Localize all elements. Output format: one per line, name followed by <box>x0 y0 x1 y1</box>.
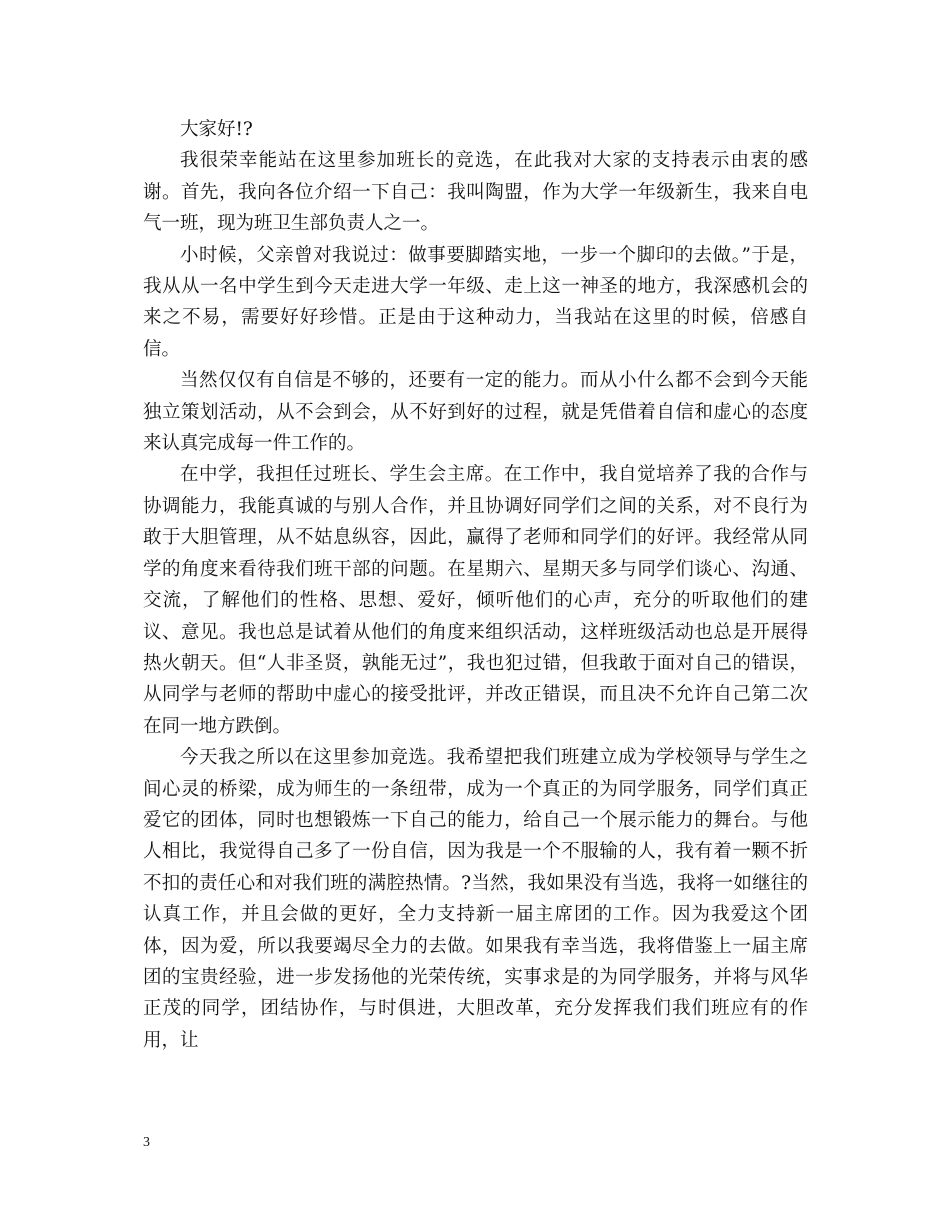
paragraph-confidence-ability: 当然仅仅有自信是不够的，还要有一定的能力。而从小什么都不会到今天能独立策划活动，从不会到会，从不好到好的过程，就是凭借着自信和虚心的态度来认真完成每一件工作的。 <box>143 370 808 455</box>
paragraph-father-advice: 小时候，父亲曾对我说过：做事要脚踏实地，一步一个脚印的去做。”于是，我从从一名中学生到今天走进大学一年级、走上这一神圣的地方，我深感机会的来之不易，需要好好珍惜。正是由于这种动力，当我站在这里的时候，倍感自信。 <box>143 244 808 360</box>
paragraph-campaign-goals: 今天我之所以在这里参加竞选。我希望把我们班建立成为学校领导与学生之间心灵的桥梁，成为师生的一条纽带，成为一个真正的为同学服务，同学们真正爱它的团体，同时也想锻炼一下自己的能力，给自己一个展示能力的舞台。与他人相比，我觉得自己多了一份自信，因为我是一个不服输的人，我有着一颗不折不扣的责任心和对我们班的满腔热情。?当然，我如果没有当选，我将一如继往的认真工作，并且会做的更好，全力支持新一届主席团的工作。因为我爱这个团体，因为爱，所以我要竭尽全力的去做。如果我有幸当选，我将借鉴上一届主席团的宝贵经验，进一步发扬他的光荣传统，实事求是的为同学服务，并将与风华正茂的同学，团结协作，与时俱进，大胆改革，充分发挥我们我们班应有的作用，让 <box>143 747 808 1051</box>
page-number: 3 <box>143 1135 150 1150</box>
paragraph-introduction: 我很荣幸能站在这里参加班长的竞选，在此我对大家的支持表示由衷的感谢。首先，我向各位介绍一下自己：我叫陶盟，作为大学一年级新生，我来自电气一班，现为班卫生部负责人之一。 <box>143 150 808 235</box>
paragraph-greeting: 大家好!? <box>180 119 253 140</box>
document-body <box>143 114 808 1056</box>
paragraph-middle-school-experience: 在中学，我担任过班长、学生会主席。在工作中，我自觉培养了我的合作与协调能力，我能真诚的与别人合作，并且协调好同学们之间的关系，对不良行为敢于大胆管理，从不姑息纵容，因此，赢得了老师和同学们的好评。我经常从同学的角度来看待我们班干部的问题。在星期六、星期天多与同学们谈心、沟通、交流，了解他们的性格、思想、爱好，倾听他们的心声，充分的听取他们的建议、意见。我也总是试着从他们的角度来组织活动，这样班级活动也总是开展得热火朝天。但“人非圣贤，孰能无过”，我也犯过错，但我敢于面对自己的错误，从同学与老师的帮助中虚心的接受批评，并改正错误，而且决不允许自己第二次在同一地方跌倒。 <box>143 464 808 737</box>
